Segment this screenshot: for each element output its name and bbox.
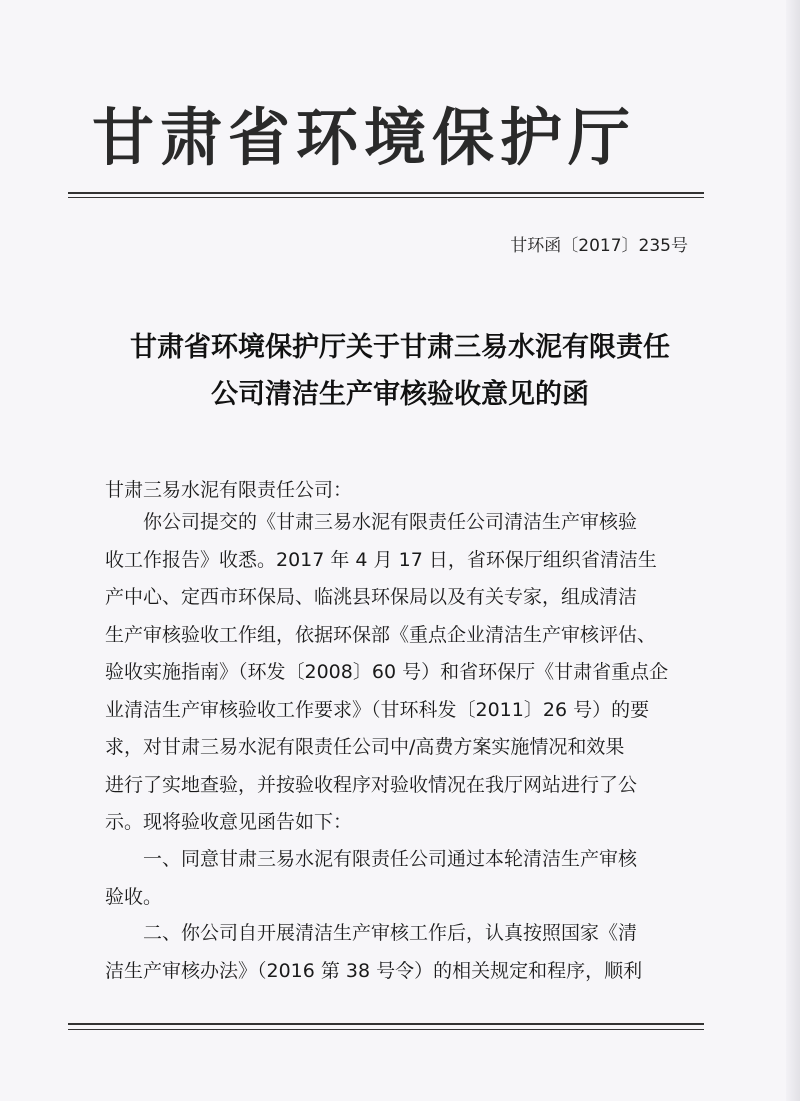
- text-line: 一、同意甘肃三易水泥有限责任公司通过本轮清洁生产审核: [105, 848, 638, 870]
- salutation: 甘肃三易水泥有限责任公司：: [105, 479, 353, 501]
- text-line: 收工作报告》收悉。2017 年 4 月 17 日，省环保厅组织省清洁生: [105, 548, 657, 571]
- text-line: 二、你公司自开展清洁生产审核工作后，认真按照国家《清: [105, 922, 638, 944]
- footer-rule-thin: [68, 1029, 704, 1030]
- text-line: 你公司提交的《甘肃三易水泥有限责任公司清洁生产审核验: [105, 511, 638, 533]
- page-edge-shadow: [786, 0, 800, 1101]
- footer-rule-thick: [68, 1023, 704, 1025]
- text-line: 产中心、定西市环保局、临洮县环保局以及有关专家，组成清洁: [105, 586, 638, 608]
- document-number: 甘环函〔2017〕235号: [510, 236, 688, 256]
- text-line: 洁生产审核办法》（2016 第 38 号令）的相关规定和程序，顺利: [105, 959, 643, 982]
- paragraph-2: [105, 841, 705, 916]
- document-title-line-2: 公司清洁生产审核验收意见的函: [211, 379, 589, 410]
- text-line: 验收实施指南》（环发〔2008〕60 号）和省环保厅《甘肃省重点企: [105, 661, 669, 683]
- paragraph-3: [105, 915, 705, 990]
- document-title-line-1: 甘肃省环境保护厅关于甘肃三易水泥有限责任: [130, 332, 670, 363]
- letterhead-rule-thick: [68, 192, 704, 194]
- text-line: 求，对甘肃三易水泥有限责任公司中/高费方案实施情况和效果: [105, 736, 625, 758]
- text-line: 业清洁生产审核验收工作要求》（甘环科发〔2011〕26 号）的要: [105, 698, 650, 721]
- letterhead-rule-thin: [68, 197, 704, 198]
- text-line: 验收。: [105, 885, 163, 908]
- text-line: 示。现将验收意见函告如下：: [105, 811, 353, 833]
- text-line: 生产审核验收工作组，依据环保部《重点企业清洁生产审核评估、: [105, 623, 657, 646]
- paragraph-1: [105, 504, 705, 842]
- text-line: 进行了实地查验，并按验收程序对验收情况在我厅网站进行了公: [105, 773, 638, 796]
- letterhead-title: 甘肃省环境保护厅: [92, 101, 637, 174]
